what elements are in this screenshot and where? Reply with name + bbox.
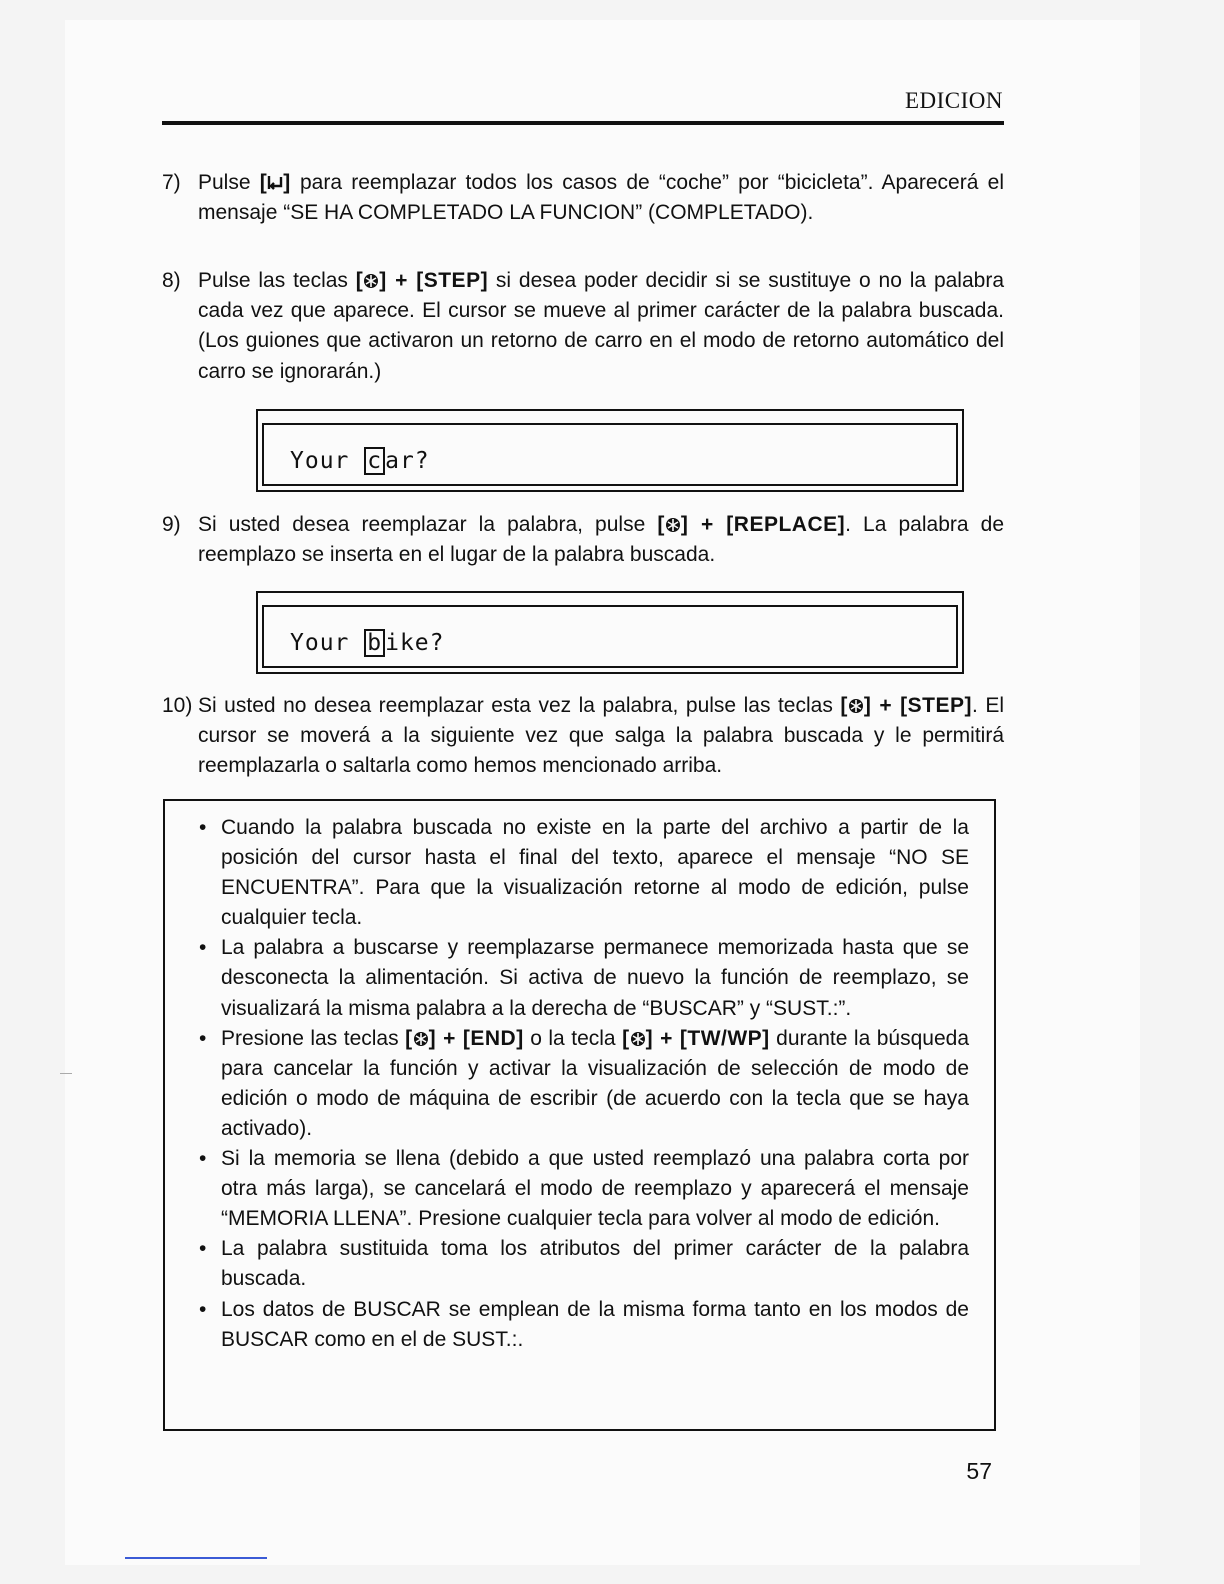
bullet: • [199,1026,207,1050]
lcd-cursor: c [364,447,385,475]
note-item [199,1144,969,1234]
note-item [199,813,969,933]
key-bracket: [ [355,269,364,292]
step-text [198,510,1004,570]
step-text-part: Si usted no desea reemplazar esta vez la palabra, pulse las teclas [198,694,841,717]
key-bracket: [ [405,1026,413,1050]
lcd-inner-frame [262,605,958,668]
key-bracket: ] + [TW/WP] [645,1026,770,1050]
step-text [198,168,1004,228]
key-bracket: ] + [END] [428,1026,524,1050]
return-arrow-key-icon [267,174,283,192]
key-bracket: ] [283,171,291,194]
notes-list [199,813,969,1355]
code-step-key-label [356,269,488,292]
snowflake-code-key-icon [665,516,681,534]
step-text-part: Pulse las teclas [198,269,356,292]
note-text: Si la memoria se llena (debido a que usted reemplazó una palabra corta por otra más larga), se cancelará el modo de reemplazo y aparecerá el mensaje “MEMORIA LLENA”. Presione cualquier tecla para volver al modo de edición. [221,1147,969,1231]
lcd-text [290,447,430,475]
step-text-part: para reemplazar todos los casos de “coche” por “bicicleta”. Aparecerá el mensaje “SE HA COMPLETADO LA FUNCION” (COMPLETADO). [198,171,1004,225]
lcd-inner-frame [262,423,958,486]
bullet: • [199,936,207,960]
note-item [199,933,969,1023]
snowflake-code-key-icon [363,272,379,290]
step-text-part: Pulse [198,171,260,194]
lcd-text [290,629,445,657]
step-text [198,691,1004,782]
lcd-text-before: Your [290,630,365,656]
step-number: 7) [162,171,181,194]
step-text-part: si desea poder decidir si se sustituye o no la palabra cada vez que aparece. El cursor se mueve al primer carácter de la palabra buscada. (Los guiones que activaron un retorno de carro en el modo de retorno automático del carro se ignorarán.) [198,269,1004,383]
key-bracket: [ [657,513,665,536]
code-twwp-key-label [622,1027,770,1050]
lcd-display-2 [256,591,964,674]
lcd-text-before: Your [290,448,365,474]
lcd-text-after: ar? [385,448,430,474]
lcd-text-after: ike? [385,630,445,656]
bullet: • [199,1237,207,1261]
snowflake-code-key-icon [413,1030,429,1048]
header-rule [162,121,1004,125]
section-header: EDICION [904,88,1003,113]
key-bracket: [ [622,1026,630,1050]
note-text: Cuando la palabra buscada no existe en la parte del archivo a partir de la posición del cursor hasta el final del texto, aparece el mensaje “NO SE ENCUENTRA”. Para que la visualización retorne al modo de edición, pulse cualquier tecla. [221,816,969,930]
footer-line [125,1557,267,1559]
step-text-part: . La palabra de reemplazo se inserta en el lugar de la palabra buscada. [198,513,1004,567]
key-bracket: ] + [STEP] [863,694,972,717]
bullet: • [199,816,207,839]
snowflake-code-key-icon [848,697,864,715]
lcd-display-1 [256,409,964,492]
bullet: • [199,1147,207,1171]
note-text: La palabra a buscarse y reemplazarse permanece memorizada hasta que se desconecta la alimentación. Si activa de nuevo la función de reemplazo, se visualizará la misma palabra a la derecha de “BUSCAR” y “SUST.:”. [221,936,969,1020]
margin-mark [60,1073,72,1074]
step-8 [162,266,1004,387]
bullet: • [199,1297,207,1321]
lcd-cursor: b [364,629,385,657]
note-text: durante la búsqueda para cancelar la función y activar la visualización de selección de modo de edición o modo de máquina de escribir (de acuerdo con la tecla que se haya activado). [221,1026,970,1140]
note-text: o la tecla [523,1026,623,1050]
code-replace-key-label [657,513,845,536]
notes-box [163,799,996,1431]
note-text: Presione las teclas [221,1026,406,1050]
code-end-key-label [405,1027,524,1050]
return-key-label [260,171,291,194]
note-item [199,1234,969,1294]
step-number: 8) [162,269,181,292]
step-text-part: . El cursor se moverá a la siguiente vez que salga la palabra buscada y le permitirá reemplazarla o saltarla como hemos mencionado arriba. [198,694,1005,778]
note-text: La palabra sustituida toma los atributos del primer carácter de la palabra buscada. [221,1237,969,1291]
code-step-key-label [840,694,972,717]
step-number: 10) [162,694,193,717]
note-item [199,1295,969,1355]
step-number: 9) [162,513,181,536]
key-bracket: [ [259,171,268,194]
key-bracket: ] + [STEP] [379,269,489,292]
step-7 [162,168,1004,228]
key-bracket: ] + [REPLACE] [680,513,846,536]
step-text [198,266,1004,387]
note-item [199,1024,969,1144]
step-text-part: Si usted desea reemplazar la palabra, pulse [198,513,658,536]
note-text: Los datos de BUSCAR se emplean de la misma forma tanto en los modos de BUSCAR como en el de SUST.:. [221,1297,969,1351]
key-bracket: [ [840,694,848,717]
step-10 [162,691,1004,782]
snowflake-code-key-icon [630,1030,646,1048]
page-number: 57 [966,1458,992,1484]
step-9 [162,510,1004,570]
